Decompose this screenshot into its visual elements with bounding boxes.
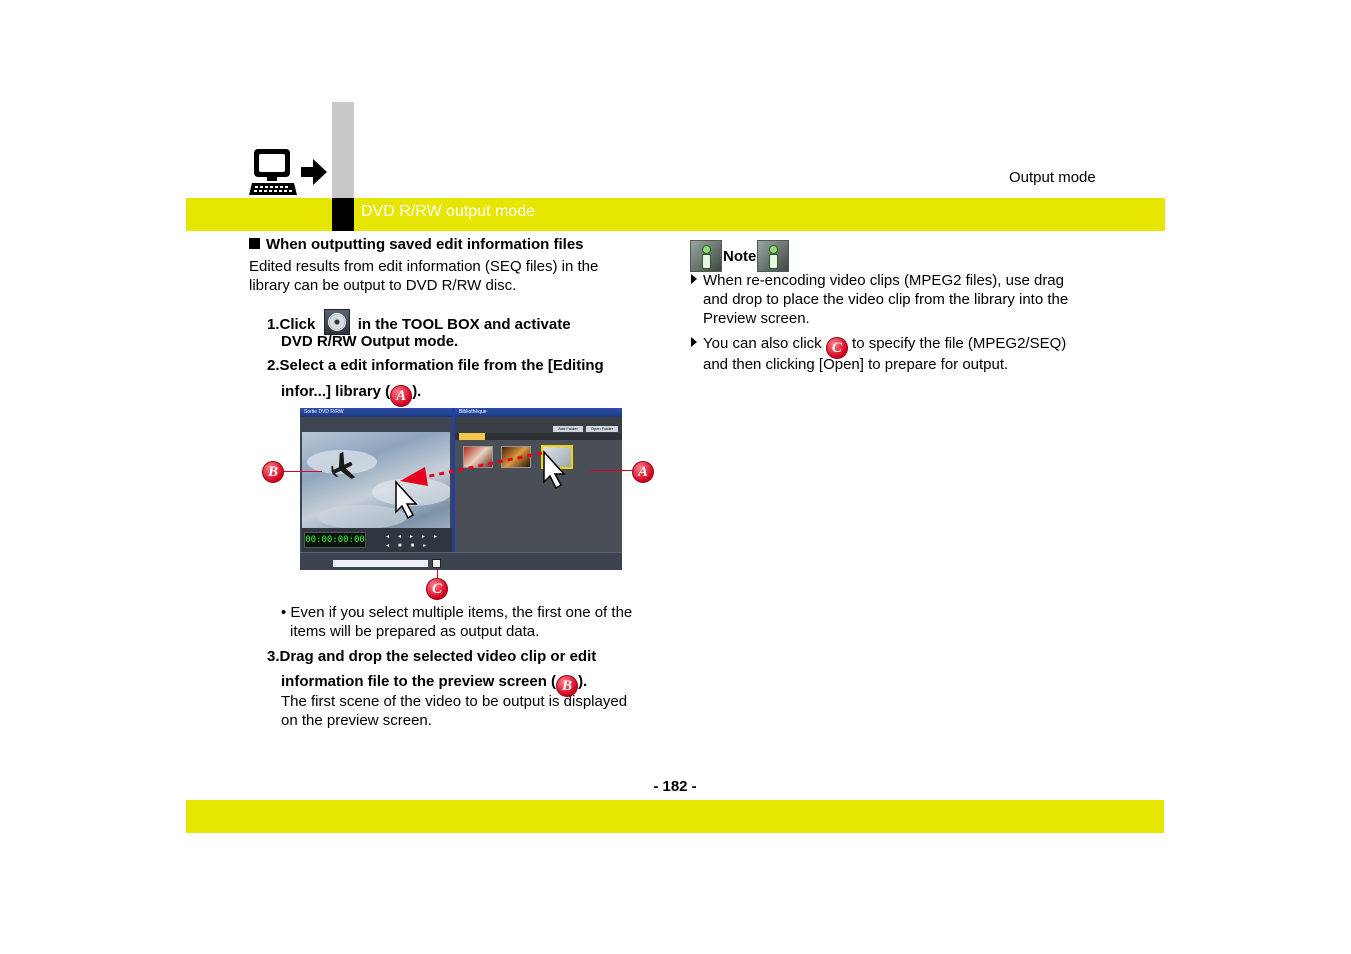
note-item-2-line-2: and then clicking [Open] to prepare for output. [703, 356, 1009, 373]
drag-drop-overlay [300, 408, 622, 570]
heading-text: When outputting saved edit information files [266, 236, 584, 253]
bullet-line-1: • Even if you select multiple items, the first one of the [281, 604, 633, 621]
step-2-end: ). [412, 383, 422, 400]
note-item-1 [691, 271, 1064, 290]
page-number: - 182 - [653, 778, 697, 795]
timecode-display: 00:00:00:00 [304, 532, 366, 548]
step-3-end: ). [578, 673, 588, 690]
badge-a-icon: A [390, 385, 412, 407]
step-2: 2.Select a edit information file from the [Editing [267, 357, 604, 374]
triangle-bullet-icon [691, 337, 697, 347]
callout-line-b [284, 471, 322, 472]
preview-title: Sortie DVD R/RW [304, 409, 344, 415]
note-item-1-line-2: and drop to place the video clip from the library into the [703, 291, 1069, 308]
transport-buttons-row2[interactable]: ◂■■▸ [386, 543, 436, 549]
note-item-2-rest: to specify the file (MPEG2/SEQ) [852, 335, 1067, 352]
note-item-1-line-1: When re-encoding video clips (MPEG2 files), use drag [703, 272, 1064, 289]
section-black-tab [332, 198, 354, 231]
library-title: Bibliothèque [459, 409, 487, 415]
note-item-1-line-3: Preview screen. [703, 310, 810, 327]
step-1-rest-text: in the TOOL BOX and activate [357, 316, 571, 333]
triangle-bullet-icon [691, 274, 697, 284]
badge-b-icon: B [556, 675, 578, 697]
step-1-click-text: 1.Click [267, 316, 316, 333]
step-3-desc-1: The first scene of the video to be output is displayed [281, 693, 628, 710]
header-gray-tab [332, 102, 354, 202]
callout-badge-c-icon: C [426, 578, 448, 600]
square-bullet-icon [249, 238, 260, 249]
callout-line-a [590, 470, 632, 471]
step-3: 3.Drag and drop the selected video clip or edit [267, 648, 597, 665]
app-screenshot [300, 408, 622, 570]
transport-buttons[interactable]: ◂◂▸▸▸ [386, 534, 447, 540]
badge-c-icon: C [826, 337, 848, 359]
callout-badge-a-icon: A [632, 461, 654, 483]
footer-bar [186, 800, 1164, 833]
computer-arrow-icon [249, 147, 329, 202]
open-folder-label: Open Folder [590, 426, 614, 431]
bullet-line-2: items will be prepared as output data. [290, 623, 540, 640]
step-1-line-2: DVD R/RW Output mode. [281, 333, 459, 350]
note-item-2-text: You can also click [703, 335, 822, 352]
note-icon [690, 240, 722, 272]
intro-line-1: Edited results from edit information (SEQ files) in the [249, 258, 599, 275]
note-label: Note [723, 247, 757, 265]
step-2-line-2 [281, 381, 421, 407]
mode-label: Output mode [1009, 169, 1096, 186]
note-icon [757, 240, 789, 272]
section-title: DVD R/RW output mode [361, 203, 535, 220]
section-heading [249, 235, 584, 254]
callout-badge-b-icon: B [262, 461, 284, 483]
add-folder-label: Add Folder [558, 426, 578, 431]
step-2-text: infor...] library ( [281, 383, 391, 400]
note-header [690, 240, 789, 272]
step-3-text: information file to the preview screen ( [281, 673, 557, 690]
step-3-desc-2: on the preview screen. [281, 712, 432, 729]
intro-line-2: library can be output to DVD R/RW disc. [249, 277, 517, 294]
